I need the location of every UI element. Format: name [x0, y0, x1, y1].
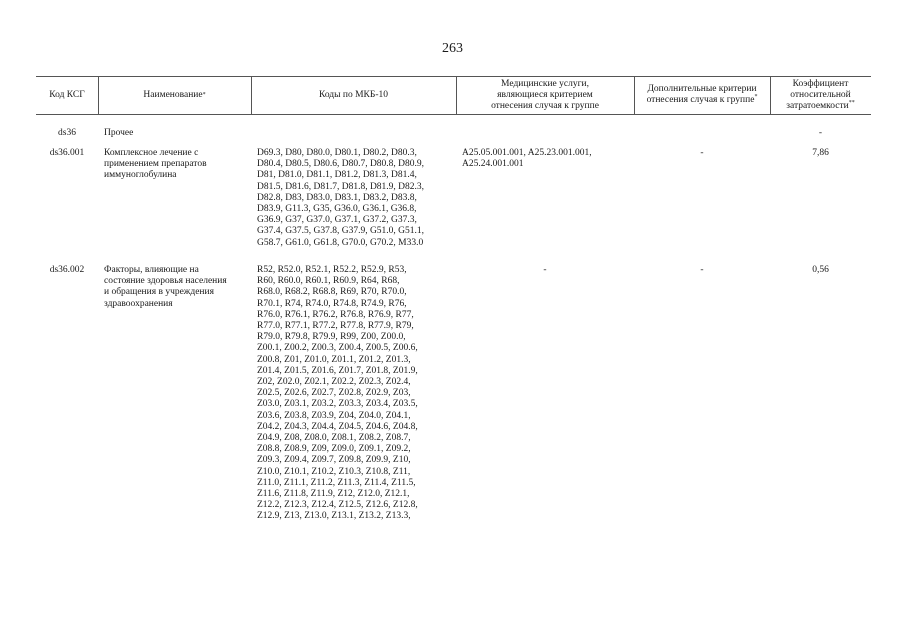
- row-extra-criteria: -: [700, 148, 704, 158]
- row-name: Комплексное лечение с применением препаратов иммуноглобулина: [104, 148, 207, 181]
- row-medical-services: -: [543, 265, 547, 275]
- row-code: ds36.002: [49, 265, 85, 275]
- row-code: ds36.001: [49, 148, 85, 158]
- header-code: Код КСГ: [49, 89, 85, 100]
- row-code: ds36: [58, 128, 76, 138]
- row-coefficient: -: [818, 128, 823, 138]
- row-extra-criteria: -: [700, 265, 704, 275]
- page-number: 263: [442, 41, 463, 56]
- row-icd-codes: D69.3, D80, D80.0, D80.1, D80.2, D80.3, D80.4, D80.5, D80.6, D80.7, D80.8, D80.9, D81, D81.0, D81.1, D81.2, D81.3, D81.4, D81.5, D81.6, D81.7, D81.8, D81.9, D82.3, D82.8, D83, D83.0, D83.1, D83.2, D83.8, D83.9, G11.3, G35, G36.0, G36.1, G36.8, G36.9, G37, G37.0, G37.1, G37.2, G37.3, G37.4, G37.5, G37.8, G37.9, G51.0, G51.1, G58.7, G61.0, G61.8, G70.0, G70.2, M33.0: [257, 148, 425, 248]
- header-coefficient: Коэффициент относительной затратоемкости**: [786, 78, 855, 111]
- row-icd-codes: R52, R52.0, R52.1, R52.2, R52.9, R53, R60, R60.0, R60.1, R60.9, R64, R68, R68.0, R68.2, R68.8, R69, R70, R70.0, R70.1, R74, R74.0, R74.8, R74.9, R76, R76.0, R76.1, R76.2, R76.8, R76.9, R77, R77.0, R77.1, R77.2, R77.8, R77.9, R79, R79.0, R79.8, R79.9, R99, Z00, Z00.0, Z00.1, Z00.2, Z00.3, Z00.4, Z00.5, Z00.6, Z00.8, Z01, Z01.0, Z01.1, Z01.2, Z01.3, Z01.4, Z01.5, Z01.6, Z01.7, Z01.8, Z01.9, Z02, Z02.0, Z02.1, Z02.2, Z02.3, Z02.4, Z02.5, Z02.6, Z02.7, Z02.8, Z02.9, Z03, Z03.0, Z03.1, Z03.2, Z03.3, Z03.4, Z03.5, Z03.6, Z03.8, Z03.9, Z04, Z04.0, Z04.1, Z04.2, Z04.3, Z04.4, Z04.5, Z04.6, Z04.8, Z04.9, Z08, Z08.0, Z08.1, Z08.2, Z08.7, Z08.8, Z08.9, Z09, Z09.0, Z09.1, Z09.2, Z09.3, Z09.4, Z09.7, Z09.8, Z09.9, Z10, Z10.0, Z10.1, Z10.2, Z10.3, Z10.8, Z11, Z11.0, Z11.1, Z11.2, Z11.3, Z11.4, Z11.5, Z11.6, Z11.8, Z11.9, Z12, Z12.0, Z12.1, Z12.2, Z12.3, Z12.4, Z12.5, Z12.6, Z12.8, Z12.9, Z13, Z13.0, Z13.1, Z13.2, Z13.3,: [257, 265, 418, 522]
- row-name: Факторы, влияющие на состояние здоровья населения и обращения в учреждения здравоохранения: [104, 265, 227, 309]
- header-medical-services: Медицинские услуги, являющиеся критерием отнесения случая к группе: [491, 78, 599, 111]
- header-icd-codes: Коды по МКБ-10: [318, 89, 389, 100]
- header-name: Наименование *: [143, 89, 206, 100]
- row-coefficient: 0,56: [812, 265, 829, 275]
- table-header-rule: [36, 114, 871, 115]
- row-coefficient: 7,86: [812, 148, 829, 158]
- row-medical-services: A25.05.001.001, A25.23.001.001, A25.24.001.001: [462, 148, 592, 170]
- header-extra-criteria: Дополнительные критерии отнесения случая к группе*: [646, 84, 758, 105]
- row-name: Прочее: [104, 128, 134, 138]
